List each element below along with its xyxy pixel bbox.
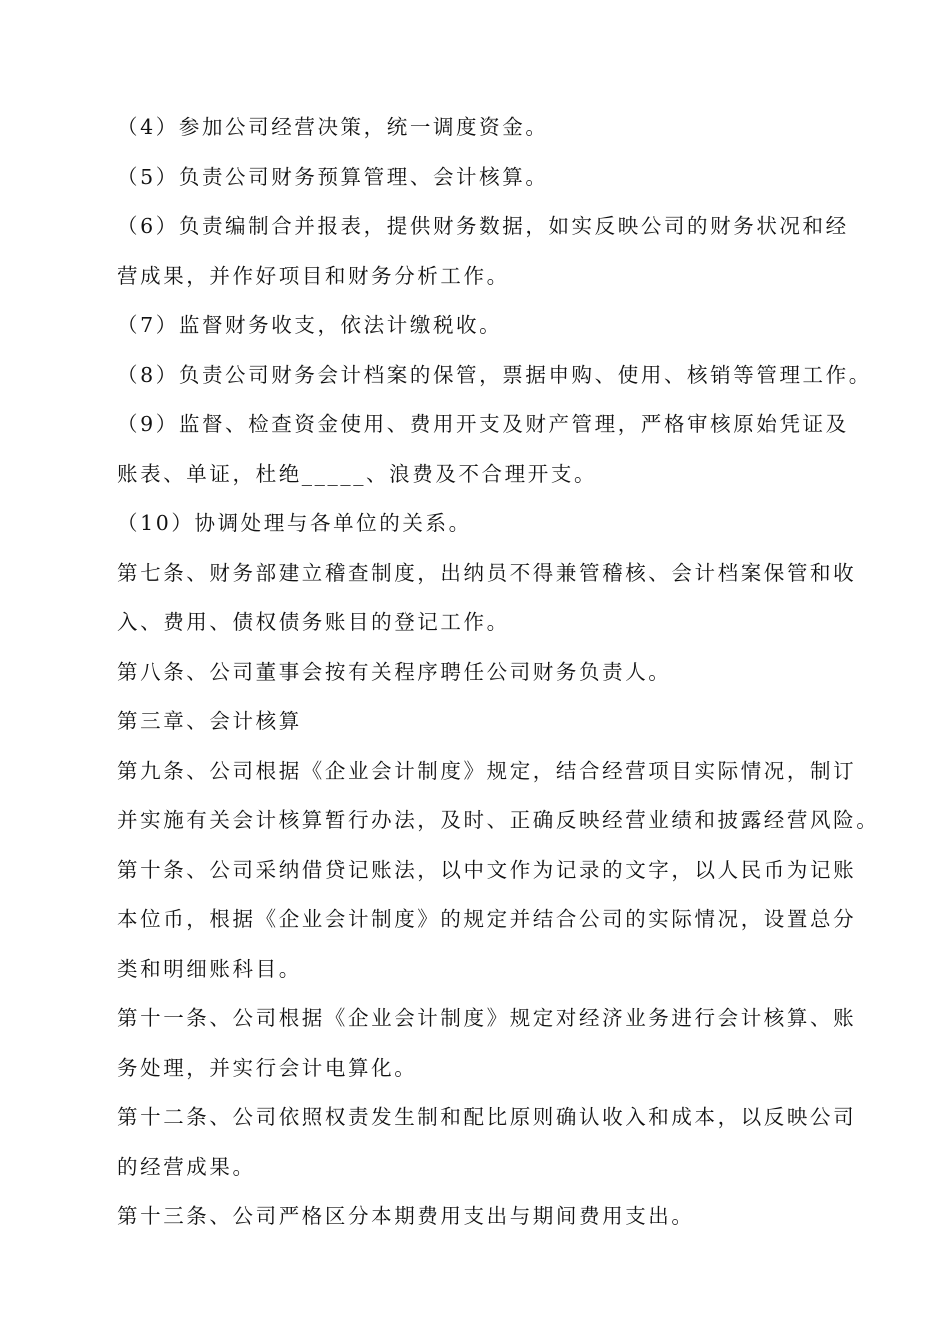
paragraph-item-6	[117, 202, 849, 301]
paragraph-item-9	[117, 400, 849, 499]
text-line: （5）负责公司财务预算管理、会计核算。	[117, 164, 549, 189]
text-line: 第十条、公司采纳借贷记账法，以中文作为记录的文字，以人民币为记账	[117, 857, 857, 882]
text-line: （10）协调处理与各单位的关系。	[117, 511, 472, 535]
paragraph-item-7	[117, 301, 842, 351]
paragraph-article-13	[117, 1192, 842, 1242]
text-line: 第九条、公司根据《企业会计制度》规定，结合经营项目实际情况，制订	[117, 758, 857, 783]
text-line: 第七条、财务部建立稽查制度，出纳员不得兼管稽核、会计档案保管和收	[117, 560, 857, 585]
document-body	[117, 103, 880, 1242]
text-line: 并实施有关会计核算暂行办法，及时、正确反映经营业绩和披露经营风险。	[117, 808, 880, 832]
text-line: 第十二条、公司依照权责发生制和配比原则确认收入和成本，以反映公司	[117, 1105, 857, 1129]
paragraph-item-10	[117, 499, 842, 549]
paragraph-article-10	[117, 846, 857, 995]
text-line: （4）参加公司经营决策，统一调度资金。	[117, 115, 549, 139]
paragraph-item-8	[117, 351, 872, 401]
text-line: （6）负责编制合并报表，提供财务数据，如实反映公司的财务状况和经	[117, 214, 849, 238]
text-line: 第三章、会计核算	[117, 709, 302, 733]
text-line: 账表、单证，杜绝_____、浪费及不合理开支。	[117, 461, 598, 486]
text-line: 入、费用、债权债务账目的登记工作。	[117, 610, 510, 634]
paragraph-article-9	[117, 747, 880, 846]
text-line: 第十一条、公司根据《企业会计制度》规定对经济业务进行会计核算、账	[117, 1006, 857, 1030]
paragraph-article-7	[117, 549, 857, 648]
chapter-heading	[117, 697, 842, 747]
text-line: 类和明细账科目。	[117, 956, 302, 981]
text-line: 务处理，并实行会计电算化。	[117, 1055, 418, 1080]
text-line: （7）监督财务收支，依法计缴税收。	[117, 313, 503, 337]
paragraph-item-4	[117, 103, 842, 153]
text-line: 的经营成果。	[117, 1154, 256, 1179]
paragraph-item-5	[117, 153, 842, 203]
text-line: 本位币，根据《企业会计制度》的规定并结合公司的实际情况，设置总分	[117, 907, 857, 931]
text-line: 第八条、公司董事会按有关程序聘任公司财务负责人。	[117, 659, 672, 684]
text-line: （8）负责公司财务会计档案的保管，票据申购、使用、核销等管理工作。	[117, 362, 872, 387]
paragraph-article-11	[117, 994, 857, 1093]
text-line: 第十三条、公司严格区分本期费用支出与期间费用支出。	[117, 1204, 695, 1228]
text-line: （9）监督、检查资金使用、费用开支及财产管理，严格审核原始凭证及	[117, 412, 849, 436]
text-line: 营成果，并作好项目和财务分析工作。	[117, 263, 510, 288]
paragraph-article-8	[117, 648, 842, 698]
paragraph-article-12	[117, 1093, 857, 1192]
